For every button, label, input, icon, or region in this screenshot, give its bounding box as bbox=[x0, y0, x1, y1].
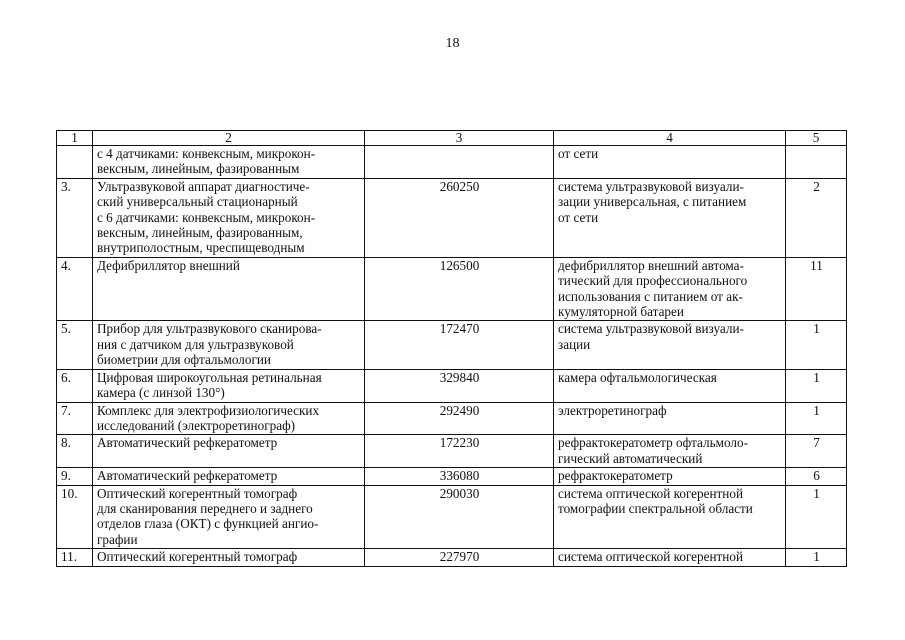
equipment-name bbox=[93, 435, 365, 468]
equipment-name-line: Оптический когерентный томограф bbox=[97, 549, 298, 565]
equipment-type-line: гический автоматический bbox=[558, 450, 703, 466]
row-number bbox=[57, 146, 93, 179]
equipment-name-line: камера (с линзой 130°) bbox=[97, 385, 225, 401]
equipment-type bbox=[554, 321, 786, 369]
equipment-type bbox=[554, 402, 786, 435]
equipment-name-line: Автоматический рефкератометр bbox=[97, 468, 278, 484]
equipment-table bbox=[56, 130, 847, 567]
price-value: 172230 bbox=[365, 435, 554, 468]
row-number: 10. bbox=[57, 485, 93, 549]
equipment-type bbox=[554, 369, 786, 402]
equipment-name-line: Комплекс для электрофизиологических bbox=[97, 402, 320, 418]
row-number: 7. bbox=[57, 402, 93, 435]
equipment-name-line: для сканирования переднего и заднего bbox=[97, 500, 313, 516]
equipment-name-line: Прибор для ультразвукового сканирова- bbox=[97, 321, 322, 337]
header-row bbox=[57, 131, 847, 146]
table-row bbox=[57, 485, 847, 549]
quantity: 1 bbox=[786, 402, 847, 435]
row-number: 5. bbox=[57, 321, 93, 369]
equipment-type-line: камера офтальмологическая bbox=[558, 369, 717, 385]
equipment-name bbox=[93, 485, 365, 549]
equipment-type-line: использования с питанием от ак- bbox=[558, 288, 743, 304]
equipment-type-line: от сети bbox=[558, 146, 599, 161]
equipment-type-line: рефрактокератометр офтальмоло- bbox=[558, 435, 748, 451]
table-body bbox=[57, 146, 847, 567]
equipment-type-line: тический для профессионального bbox=[558, 273, 748, 289]
row-number: 4. bbox=[57, 257, 93, 321]
quantity bbox=[786, 146, 847, 179]
equipment-type-line: электроретинограф bbox=[558, 402, 667, 418]
row-number: 8. bbox=[57, 435, 93, 468]
equipment-name bbox=[93, 178, 365, 257]
price-value: 336080 bbox=[365, 468, 554, 485]
equipment-name-line: Оптический когерентный томограф bbox=[97, 485, 298, 501]
price-value: 260250 bbox=[365, 178, 554, 257]
equipment-name bbox=[93, 549, 365, 566]
equipment-type-line: система ультразвуковой визуали- bbox=[558, 178, 744, 194]
column-header-4: 4 bbox=[554, 131, 786, 146]
quantity: 1 bbox=[786, 549, 847, 566]
row-number: 11. bbox=[57, 549, 93, 566]
equipment-type-line: от сети bbox=[558, 209, 599, 225]
equipment-type bbox=[554, 468, 786, 485]
equipment-type-line: зации универсальная, с питанием bbox=[558, 194, 747, 210]
price-value bbox=[365, 146, 554, 179]
equipment-name-line: Дефибриллятор внешний bbox=[97, 257, 240, 273]
equipment-type bbox=[554, 178, 786, 257]
equipment-name-line: вексным, линейным, фазированным, bbox=[97, 225, 303, 241]
price-value: 227970 bbox=[365, 549, 554, 566]
equipment-name bbox=[93, 468, 365, 485]
table-row bbox=[57, 257, 847, 321]
row-number: 3. bbox=[57, 178, 93, 257]
quantity: 6 bbox=[786, 468, 847, 485]
table-row bbox=[57, 468, 847, 485]
price-value: 292490 bbox=[365, 402, 554, 435]
page-number: 18 bbox=[445, 36, 460, 51]
quantity: 1 bbox=[786, 485, 847, 549]
equipment-name-line: Автоматический рефкератометр bbox=[97, 435, 278, 451]
column-header-5: 5 bbox=[786, 131, 847, 146]
equipment-type bbox=[554, 485, 786, 549]
table-header bbox=[57, 131, 847, 146]
row-number: 9. bbox=[57, 468, 93, 485]
quantity: 7 bbox=[786, 435, 847, 468]
equipment-name-line: биометрии для офтальмологии bbox=[97, 352, 271, 368]
quantity: 2 bbox=[786, 178, 847, 257]
equipment-type-line: кумуляторной батареи bbox=[558, 304, 684, 320]
quantity: 1 bbox=[786, 369, 847, 402]
equipment-type-line: томографии спектральной области bbox=[558, 500, 753, 516]
column-header-1: 1 bbox=[57, 131, 93, 146]
price-value: 126500 bbox=[365, 257, 554, 321]
equipment-name-line: отделов глаза (ОКТ) с функцией ангио- bbox=[97, 516, 319, 532]
equipment-type-line: система оптической когерентной bbox=[558, 485, 744, 501]
price-value: 172470 bbox=[365, 321, 554, 369]
quantity: 1 bbox=[786, 321, 847, 369]
table-row bbox=[57, 402, 847, 435]
equipment-name-line: ния с датчиком для ультразвуковой bbox=[97, 336, 294, 352]
equipment-name-line: исследований (электроретинограф) bbox=[97, 417, 296, 433]
equipment-name bbox=[93, 369, 365, 402]
equipment-type bbox=[554, 549, 786, 566]
equipment-name-line: с 4 датчиками: конвексным, микрокон- bbox=[97, 146, 316, 161]
equipment-type-line: рефрактокератометр bbox=[558, 468, 673, 484]
table-row bbox=[57, 146, 847, 179]
equipment-name-line: Ультразвуковой аппарат диагностиче- bbox=[97, 178, 310, 194]
table-row bbox=[57, 435, 847, 468]
equipment-name bbox=[93, 257, 365, 321]
equipment-type-line: дефибриллятор внешний автома- bbox=[558, 257, 744, 273]
table-row bbox=[57, 178, 847, 257]
equipment-name-line: графии bbox=[97, 531, 138, 547]
equipment-name-line: внутриполостным, чреспищеводным bbox=[97, 240, 305, 256]
quantity: 11 bbox=[786, 257, 847, 321]
equipment-type bbox=[554, 146, 786, 179]
equipment-name bbox=[93, 146, 365, 179]
equipment-type bbox=[554, 257, 786, 321]
equipment-name bbox=[93, 402, 365, 435]
equipment-type-line: система ультразвуковой визуали- bbox=[558, 321, 744, 337]
table-row bbox=[57, 369, 847, 402]
equipment-type bbox=[554, 435, 786, 468]
equipment-name bbox=[93, 321, 365, 369]
table-row bbox=[57, 549, 847, 566]
equipment-name-line: ский универсальный стационарный bbox=[97, 194, 298, 210]
equipment-name-line: Цифровая широкоугольная ретинальная bbox=[97, 369, 322, 385]
price-value: 329840 bbox=[365, 369, 554, 402]
price-value: 290030 bbox=[365, 485, 554, 549]
equipment-name-line: вексным, линейным, фазированным bbox=[97, 161, 300, 177]
row-number: 6. bbox=[57, 369, 93, 402]
table-row bbox=[57, 321, 847, 369]
column-header-2: 2 bbox=[93, 131, 365, 146]
column-header-3: 3 bbox=[365, 131, 554, 146]
equipment-name-line: с 6 датчиками: конвексным, микрокон- bbox=[97, 209, 316, 225]
equipment-type-line: зации bbox=[558, 336, 591, 352]
equipment-type-line: система оптической когерентной bbox=[558, 549, 744, 565]
